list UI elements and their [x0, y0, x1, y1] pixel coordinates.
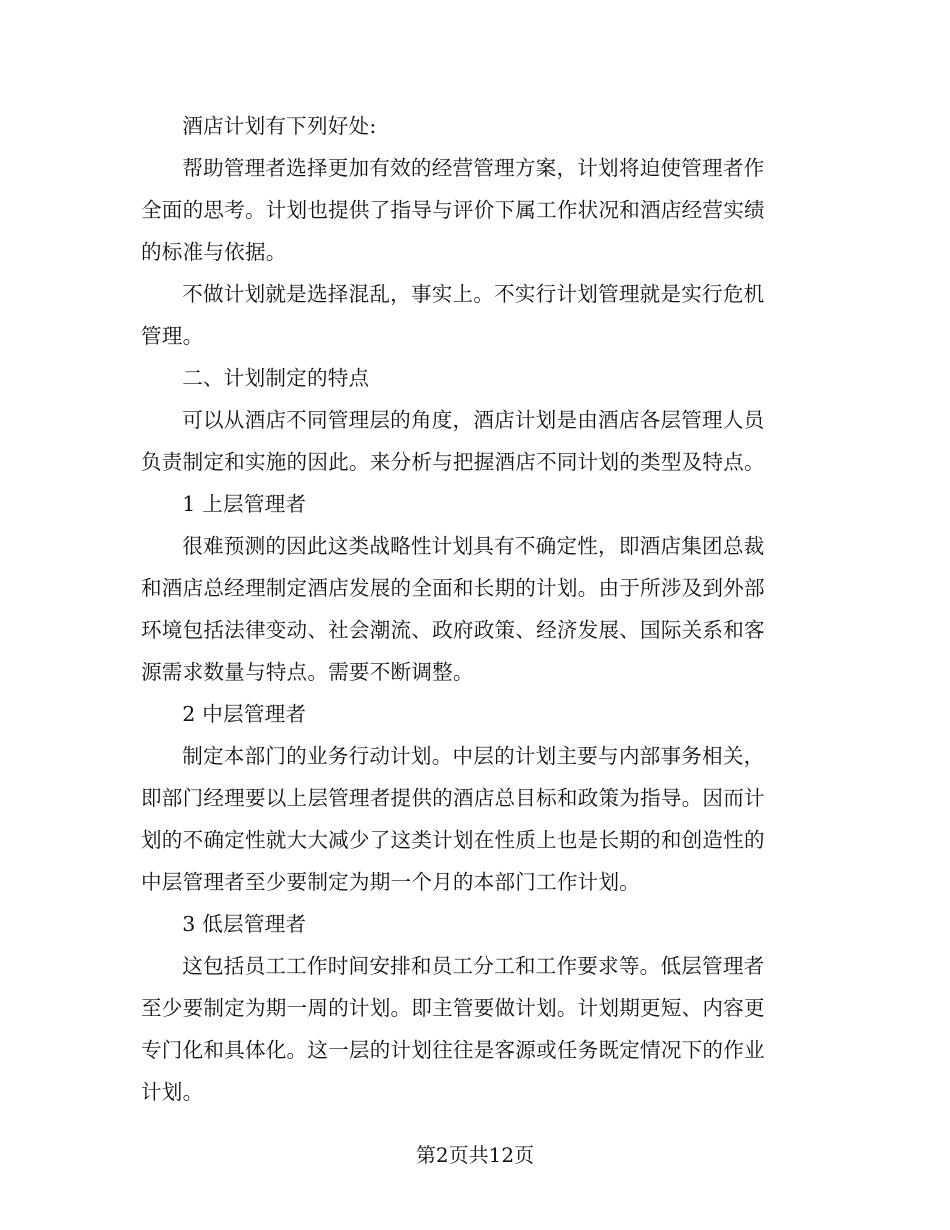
text-line: 酒店计划有下列好处: — [182, 114, 377, 138]
subsection-heading — [141, 903, 801, 945]
text-line: 负责制定和实施的因此。来分析与把握酒店不同计划的类型及特点。 — [141, 450, 765, 474]
subsection-heading — [141, 483, 801, 525]
paragraph — [141, 399, 801, 483]
text-line: 不做计划就是选择混乱，事实上。不实行计划管理就是实行危机 — [182, 282, 765, 306]
text-line: 即部门经理要以上层管理者提供的酒店总目标和政策为指导。因而计 — [141, 786, 765, 810]
text-line: 制定本部门的业务行动计划。中层的计划主要与内部事务相关， — [182, 744, 765, 768]
text-line: 的标准与依据。 — [141, 240, 287, 264]
paragraph — [141, 105, 801, 147]
section-heading — [141, 357, 801, 399]
text-line: 全面的思考。计划也提供了指导与评价下属工作状况和酒店经营实绩 — [141, 198, 765, 222]
paragraph — [141, 525, 801, 693]
text-line: 这包括员工工作时间安排和员工分工和工作要求等。低层管理者 — [182, 954, 765, 978]
document-body — [141, 105, 801, 1113]
text-line: 二、计划制定的特点 — [182, 366, 370, 390]
text-line: 1 上层管理者 — [182, 492, 307, 516]
paragraph — [141, 945, 801, 1113]
text-line: 环境包括法律变动、社会潮流、政府政策、经济发展、国际关系和客 — [141, 618, 765, 642]
text-line: 至少要制定为期一周的计划。即主管要做计划。计划期更短、内容更 — [141, 996, 765, 1020]
text-line: 3 低层管理者 — [182, 912, 307, 936]
text-line: 源需求数量与特点。需要不断调整。 — [141, 660, 474, 684]
text-line: 计划。 — [141, 1080, 204, 1104]
text-line: 和酒店总经理制定酒店发展的全面和长期的计划。由于所涉及到外部 — [141, 576, 765, 600]
paragraph — [141, 735, 801, 903]
text-line: 2 中层管理者 — [182, 702, 307, 726]
subsection-heading — [141, 693, 801, 735]
text-line: 帮助管理者选择更加有效的经营管理方案，计划将迫使管理者作 — [182, 156, 765, 180]
text-line: 很难预测的因此这类战略性计划具有不确定性，即酒店集团总裁 — [182, 534, 765, 558]
paragraph — [141, 147, 801, 273]
text-line: 中层管理者至少要制定为期一个月的本部门工作计划。 — [141, 870, 641, 894]
text-line: 管理。 — [141, 324, 204, 348]
paragraph — [141, 273, 801, 357]
page-number-footer: 第2页共12页 — [415, 1143, 535, 1167]
text-line: 专门化和具体化。这一层的计划往往是客源或任务既定情况下的作业 — [141, 1038, 765, 1062]
text-line: 划的不确定性就大大减少了这类计划在性质上也是长期的和创造性的 — [141, 828, 765, 852]
text-line: 可以从酒店不同管理层的角度，酒店计划是由酒店各层管理人员 — [182, 408, 765, 432]
